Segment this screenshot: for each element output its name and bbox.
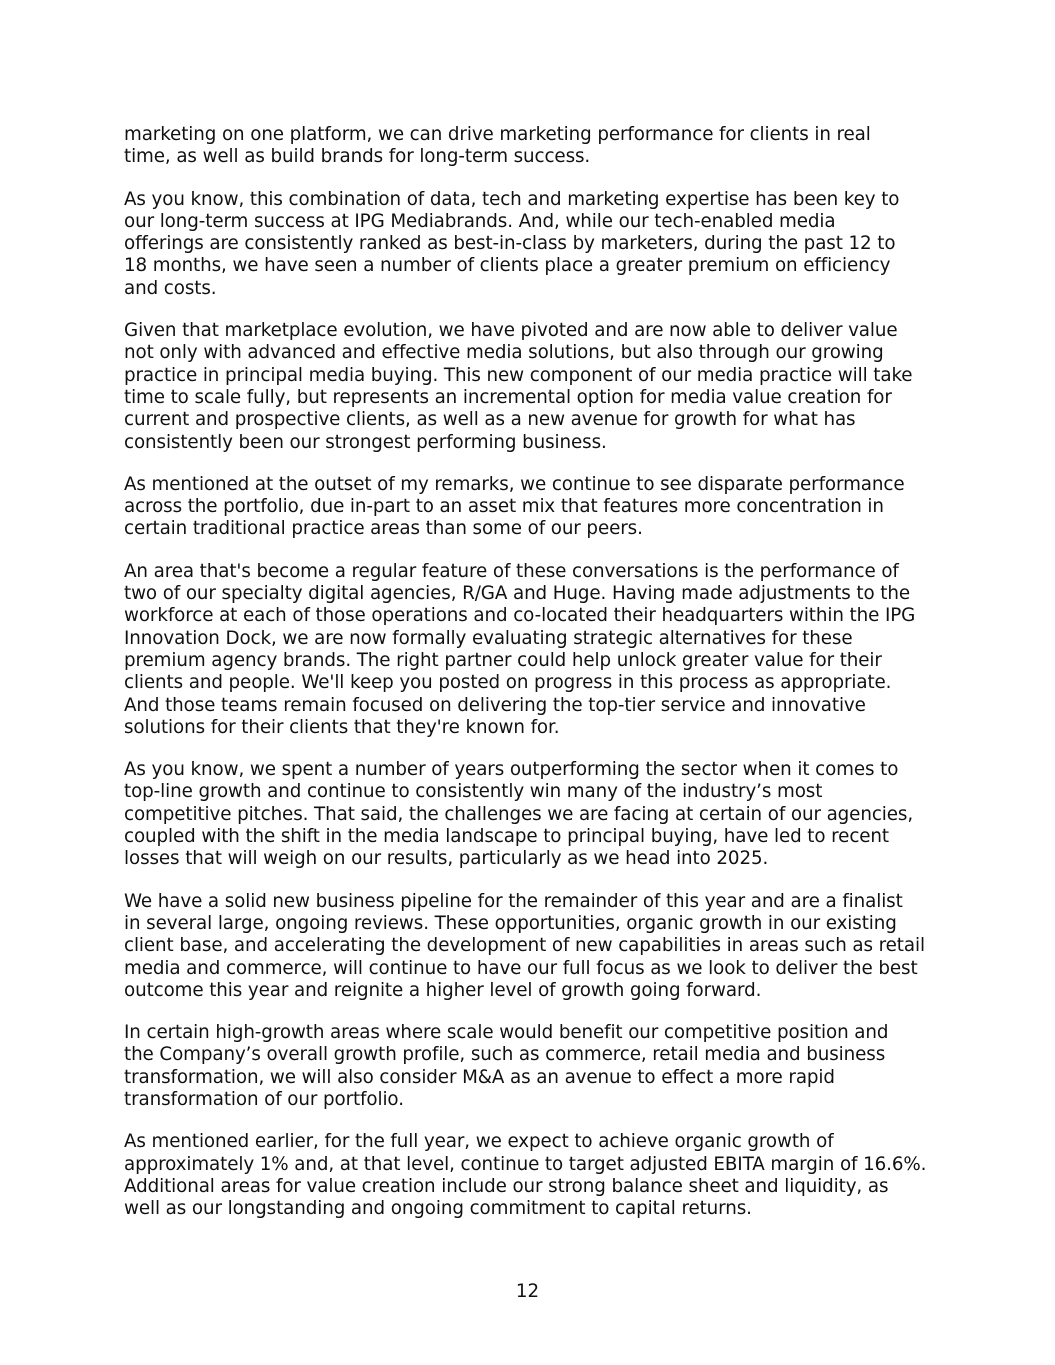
paragraph-7: We have a solid new business pipeline for the remainder of this year and are a finalist in several large, ongoing reviews. These opportunities, organic growth in our existing client base, and accelerating the development of new capabilities in areas such as retail media and commerce, will continue to have our full focus as we look to deliver the best outcome this year and reignite a higher level of growth going forward.	[124, 890, 925, 1001]
paragraph-9: As mentioned earlier, for the full year, we expect to achieve organic growth of approximately 1% and, at that level, continue to target adjusted EBITA margin of 16.6%. Additional areas for value creation include our strong balance sheet and liquidity, as well as our longstanding and ongoing commitment to capital returns.	[124, 1131, 927, 1220]
page-number: 12	[515, 1281, 540, 1302]
paragraph-4: As mentioned at the outset of my remarks, we continue to see disparate performance across the portfolio, due in-part to an asset mix that features more concentration in certain traditional practice areas than some of our peers.	[124, 473, 905, 540]
paragraph-5: An area that's become a regular feature of these conversations is the performance of two of our specialty digital agencies, R/GA and Huge. Having made adjustments to the workforce at each of those operations and co-located their headquarters within the IPG Innovation Dock, we are now formally evaluating strategic alternatives for these premium agency brands. The right partner could help unlock greater value for their clients and people. We'll keep you posted on progress in this process as appropriate. And those teams remain focused on delivering the top-tier service and innovative solutions for their clients that they're known for.	[124, 560, 916, 738]
document-body	[124, 124, 936, 1240]
paragraph-6: As you know, we spent a number of years outperforming the sector when it comes to top-line growth and continue to consistently win many of the industry’s most competitive pitches. That said, the challenges we are facing at certain of our agencies, coupled with the shift in the media landscape to principal buying, have led to recent losses that will weigh on our results, particularly as we head into 2025.	[124, 759, 914, 870]
paragraph-1: marketing on one platform, we can drive marketing performance for clients in real time, as well as build brands for long-term success.	[124, 124, 871, 168]
paragraph-3: Given that marketplace evolution, we have pivoted and are now able to deliver value not only with advanced and effective media solutions, but also through our growing practice in principal media buying. This new component of our media practice will take time to scale fully, but represents an incremental option for media value creation for current and prospective clients, as well as a new avenue for growth for what has consistently been our strongest performing business.	[124, 320, 913, 453]
paragraph-8: In certain high-growth areas where scale would benefit our competitive position and the Company’s overall growth profile, such as commerce, retail media and business transformation, we will also consider M&A as an avenue to effect a more rapid transformation of our portfolio.	[124, 1022, 889, 1110]
paragraph-2: As you know, this combination of data, tech and marketing expertise has been key to our long-term success at IPG Mediabrands. And, while our tech-enabled media offerings are consistently ranked as best-in-class by marketers, during the past 12 to 18 months, we have seen a number of clients place a greater premium on efficiency and costs.	[124, 188, 900, 299]
